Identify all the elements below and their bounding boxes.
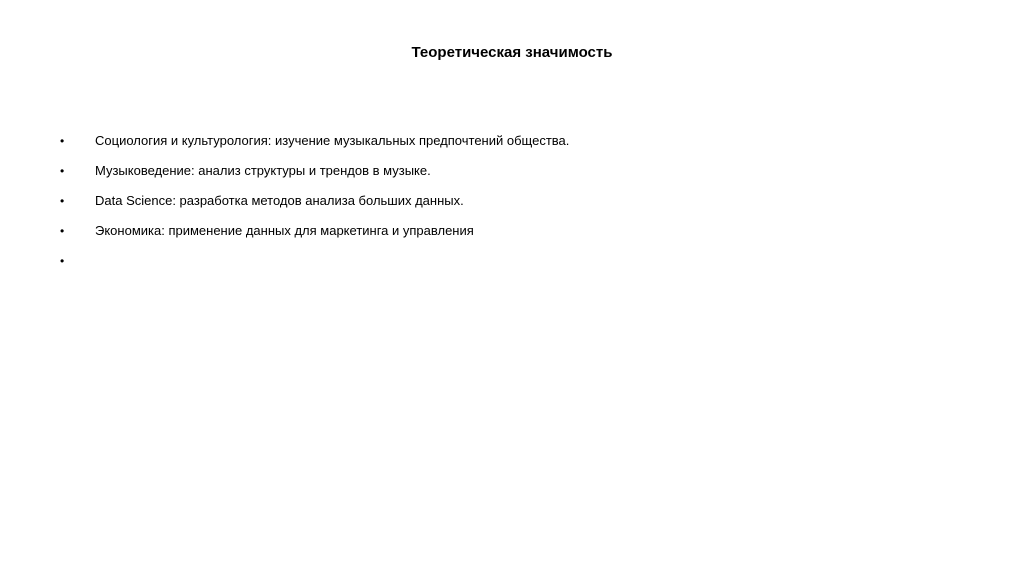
list-item xyxy=(0,252,1024,282)
bullet-text: Социология и культурология: изучение музыкальных предпочтений общества. xyxy=(95,133,570,148)
slide-title: Теоретическая значимость xyxy=(411,44,613,61)
bullet-text: Музыковедение: анализ структуры и трендов в музыке. xyxy=(95,163,431,178)
bullet-icon: • xyxy=(60,164,65,178)
bullet-icon: • xyxy=(60,134,65,148)
bullet-text: Экономика: применение данных для маркетинга и управления xyxy=(95,223,474,238)
bullet-list xyxy=(0,132,1024,282)
bullet-icon: • xyxy=(60,194,65,208)
bullet-icon: • xyxy=(60,254,65,268)
bullet-icon: • xyxy=(60,224,65,238)
bullet-text: Data Science: разработка методов анализа больших данных. xyxy=(95,193,464,208)
list-item xyxy=(0,162,1024,192)
list-item xyxy=(0,192,1024,222)
list-item xyxy=(0,132,1024,162)
list-item xyxy=(0,222,1024,252)
